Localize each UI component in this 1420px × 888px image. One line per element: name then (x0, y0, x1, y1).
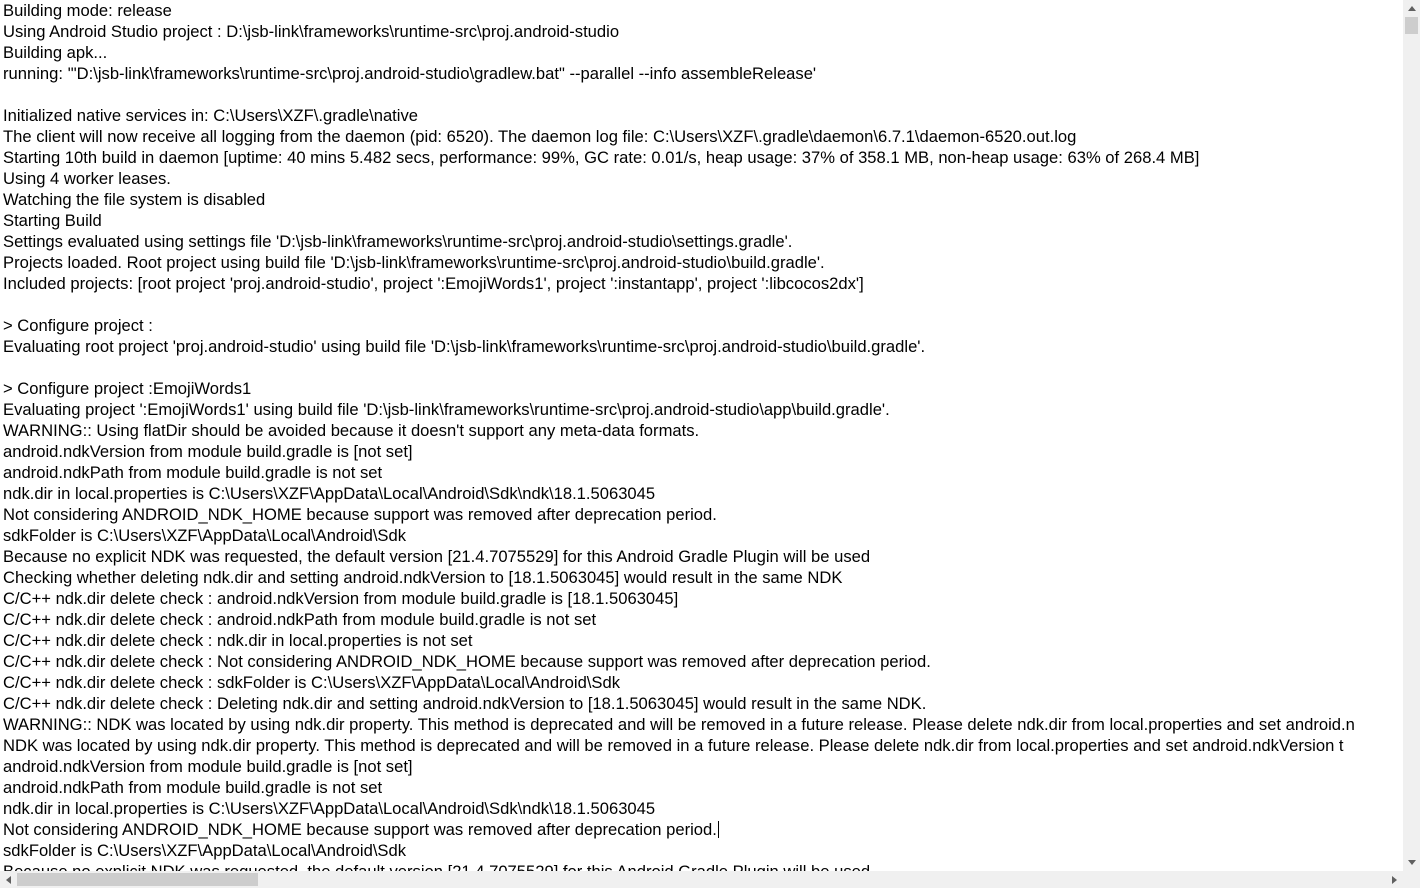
log-lines (3, 0, 1355, 882)
horizontal-scrollbar[interactable] (0, 871, 1403, 888)
scroll-up-arrow-icon[interactable] (1403, 0, 1420, 17)
log-line: android.ndkVersion from module build.gradle is [not set] (3, 757, 413, 776)
log-line: Checking whether deleting ndk.dir and setting android.ndkVersion to [18.1.5063045] would result in the same NDK (3, 568, 843, 587)
vertical-scroll-thumb[interactable] (1405, 17, 1418, 34)
log-line (3, 357, 1355, 378)
log-line: C/C++ ndk.dir delete check : ndk.dir in local.properties is not set (3, 631, 473, 650)
scrollbar-corner (1403, 871, 1420, 888)
text-caret (718, 821, 719, 838)
log-line: Not considering ANDROID_NDK_HOME because support was removed after deprecation period. (3, 505, 717, 524)
log-line: Initialized native services in: C:\Users\XZF\.gradle\native (3, 106, 419, 125)
log-line: ndk.dir in local.properties is C:\Users\XZF\AppData\Local\Android\Sdk\ndk\18.1.5063045 (3, 484, 656, 503)
log-line: running: '"D:\jsb-link\frameworks\runtime-src\proj.android-studio\gradlew.bat" --parallel --info assembleRelease' (3, 64, 817, 83)
log-line: Starting Build (3, 211, 102, 230)
log-line: android.ndkVersion from module build.gradle is [not set] (3, 442, 413, 461)
log-line: Starting 10th build in daemon [uptime: 40 mins 5.482 secs, performance: 99%, GC rate: 0.01/s, heap usage: 37% of 358.1 MB, non-heap usage: 63% of 268.4 MB] (3, 148, 1200, 167)
log-line: sdkFolder is C:\Users\XZF\AppData\Local\Android\Sdk (3, 841, 407, 860)
log-line: WARNING:: NDK was located by using ndk.dir property. This method is deprecated and will be removed in a future release. Please delete ndk.dir from local.properties and set android.n (3, 715, 1355, 734)
log-line: Building apk... (3, 43, 108, 62)
log-line: ndk.dir in local.properties is C:\Users\XZF\AppData\Local\Android\Sdk\ndk\18.1.5063045 (3, 799, 656, 818)
log-line: C/C++ ndk.dir delete check : Not considering ANDROID_NDK_HOME because support was removed after deprecation period. (3, 652, 931, 671)
scroll-left-arrow-icon[interactable] (0, 871, 17, 888)
log-line: > Configure project :EmojiWords1 (3, 379, 252, 398)
vertical-scrollbar[interactable] (1403, 0, 1420, 871)
log-line: C/C++ ndk.dir delete check : android.ndkPath from module build.gradle is not set (3, 610, 597, 629)
log-line: Included projects: [root project 'proj.android-studio', project ':EmojiWords1', project ':instantapp', project ':libcocos2dx'] (3, 274, 864, 293)
log-line: Not considering ANDROID_NDK_HOME because support was removed after deprecation period. (3, 820, 717, 839)
scroll-right-arrow-icon[interactable] (1386, 871, 1403, 888)
log-line: Evaluating root project 'proj.android-studio' using build file 'D:\jsb-link\frameworks\runtime-src\proj.android-studio\build.gradle'. (3, 337, 926, 356)
log-line: android.ndkPath from module build.gradle is not set (3, 463, 383, 482)
scroll-down-arrow-icon[interactable] (1403, 854, 1420, 871)
log-line: Watching the file system is disabled (3, 190, 266, 209)
log-line: Building mode: release (3, 1, 172, 20)
log-line: The client will now receive all logging from the daemon (pid: 6520). The daemon log file: C:\Users\XZF\.gradle\daemon\6.7.1\daemon-6520.out.log (3, 127, 1077, 146)
log-line: C/C++ ndk.dir delete check : sdkFolder is C:\Users\XZF\AppData\Local\Android\Sdk (3, 673, 621, 692)
log-line: C/C++ ndk.dir delete check : android.ndkVersion from module build.gradle is [18.1.5063045] (3, 589, 679, 608)
log-line: WARNING:: Using flatDir should be avoided because it doesn't support any meta-data formats. (3, 421, 700, 440)
log-line (3, 84, 1355, 105)
horizontal-scroll-thumb[interactable] (17, 873, 258, 886)
log-line: Using Android Studio project : D:\jsb-link\frameworks\runtime-src\proj.android-studio (3, 22, 620, 41)
log-line: C/C++ ndk.dir delete check : Deleting ndk.dir and setting android.ndkVersion to [18.1.5063045] would result in the same NDK. (3, 694, 927, 713)
log-line: > Configure project : (3, 316, 153, 335)
log-line: sdkFolder is C:\Users\XZF\AppData\Local\Android\Sdk (3, 526, 407, 545)
log-line: Using 4 worker leases. (3, 169, 171, 188)
log-line: android.ndkPath from module build.gradle is not set (3, 778, 383, 797)
log-line: Evaluating project ':EmojiWords1' using build file 'D:\jsb-link\frameworks\runtime-src\proj.android-studio\app\build.gradle'. (3, 400, 890, 419)
log-line: NDK was located by using ndk.dir property. This method is deprecated and will be removed in a future release. Please delete ndk.dir from local.properties and set android.ndkVersion t (3, 736, 1344, 755)
log-line: Settings evaluated using settings file 'D:\jsb-link\frameworks\runtime-src\proj.android-studio\settings.gradle'. (3, 232, 793, 251)
log-line: Projects loaded. Root project using build file 'D:\jsb-link\frameworks\runtime-src\proj.android-studio\build.gradle'. (3, 253, 825, 272)
log-line (3, 294, 1355, 315)
log-line: Because no explicit NDK was requested, the default version [21.4.7075529] for this Android Gradle Plugin will be used (3, 547, 871, 566)
